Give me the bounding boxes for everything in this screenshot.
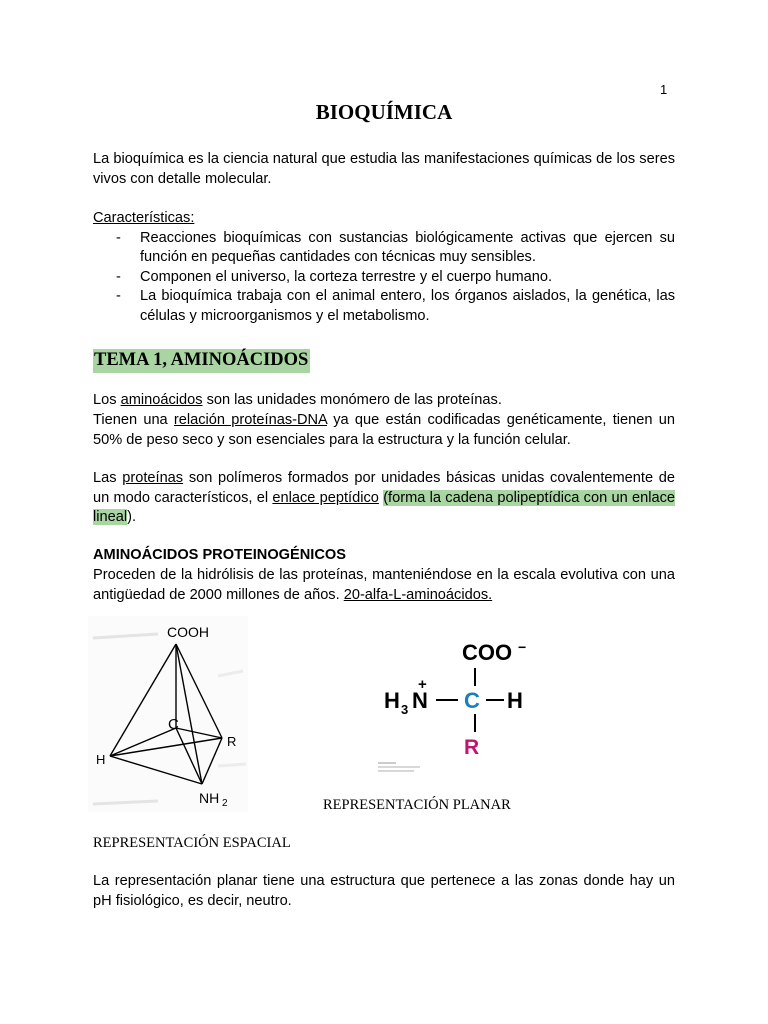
paragraph-proteins [93,469,675,528]
paragraph-planar-ph: La representación planar tiene una estructura que pertenece a las zonas donde hay un pH fisiológico, es decir, neutro. [93,873,675,909]
text-run: ). [127,509,136,526]
positive-charge: + [418,676,427,693]
characteristics-heading: Características: [93,210,195,226]
alpha-carbon-label: C [464,688,480,713]
text-run: ya que están codificadas genéticamente, tienen un 50% de peso seco y son esenciales para la estructura y la función celular. [93,412,675,448]
r-group-label: R [227,734,237,749]
text-run: Proceden de la hidrólisis de las proteínas, manteniéndose en la escala evolutiva con una antigüedad de 2000 millones de años. [93,567,675,603]
spatial-representation-figure [88,616,248,812]
section-heading-tema: TEMA 1, AMINOÁCIDOS [93,349,310,373]
hydrogen-label: H [96,752,106,767]
highlighted-text: (forma la cadena polipeptídica con un enlace lineal [93,489,675,526]
list-item: - Componen el universo, la corteza terrestre y el cuerpo humano. [93,268,675,288]
planar-representation-figure [368,632,538,777]
characteristics-list [93,229,675,327]
underlined-term: relación proteínas-DNA [173,412,327,428]
intro-paragraph: La bioquímica es la ciencia natural que estudia las manifestaciones químicas de los seres vivos con detalle molecular. [93,151,675,187]
cooh-label: COOH [167,624,209,640]
text-run: son las unidades monómero de las proteínas. [202,392,502,408]
subheading-proteinogenic: AMINOÁCIDOS PROTEINOGÉNICOS [93,547,346,563]
underlined-term: enlace peptídico [272,489,379,506]
list-item: - La bioquímica trabaja con el animal entero, los órganos aislados, la genética, las células y microorganismos y el metabolismo. [93,287,675,326]
text-run: Las [93,470,123,486]
underlined-term: proteínas [122,470,184,486]
page-number: 1 [660,82,668,97]
text-run: son polímeros formados por unidades básicas unidas covalentemente de un modo característicos, el [93,470,675,506]
paragraph-origin [93,566,675,605]
underlined-term: aminoácidos [120,392,203,408]
right-h-label: H [507,688,523,713]
document-title: BIOQUÍMICA [315,100,453,124]
characteristics-section [93,209,675,327]
text-run: Tienen una [93,412,174,428]
caption-planar: REPRESENTACIÓN PLANAR [323,797,511,813]
carboxylate-label: COO [462,640,513,665]
h-subscript: 3 [401,702,409,717]
h-label: H [384,688,400,713]
negative-charge: − [518,639,527,655]
carbon-label: C [168,716,179,733]
r-side-chain-label: R [464,736,480,759]
paragraph-protein-dna [93,411,675,450]
list-item: - Reacciones bioquímicas con sustancias biológicamente activas que ejercen su función en pequeñas cantidades con técnicas muy sensibles. [93,229,675,268]
amino-label: NH [199,790,220,806]
paragraph-aminoacids [93,391,675,411]
figure-background [88,616,248,812]
amino-subscript: 2 [222,798,228,809]
scan-smudge [218,764,246,766]
n-label: N [412,688,428,713]
text-run: Los [93,392,121,408]
underlined-term: 20-alfa-L-aminoácidos. [343,586,493,603]
caption-spatial: REPRESENTACIÓN ESPACIAL [93,835,291,851]
